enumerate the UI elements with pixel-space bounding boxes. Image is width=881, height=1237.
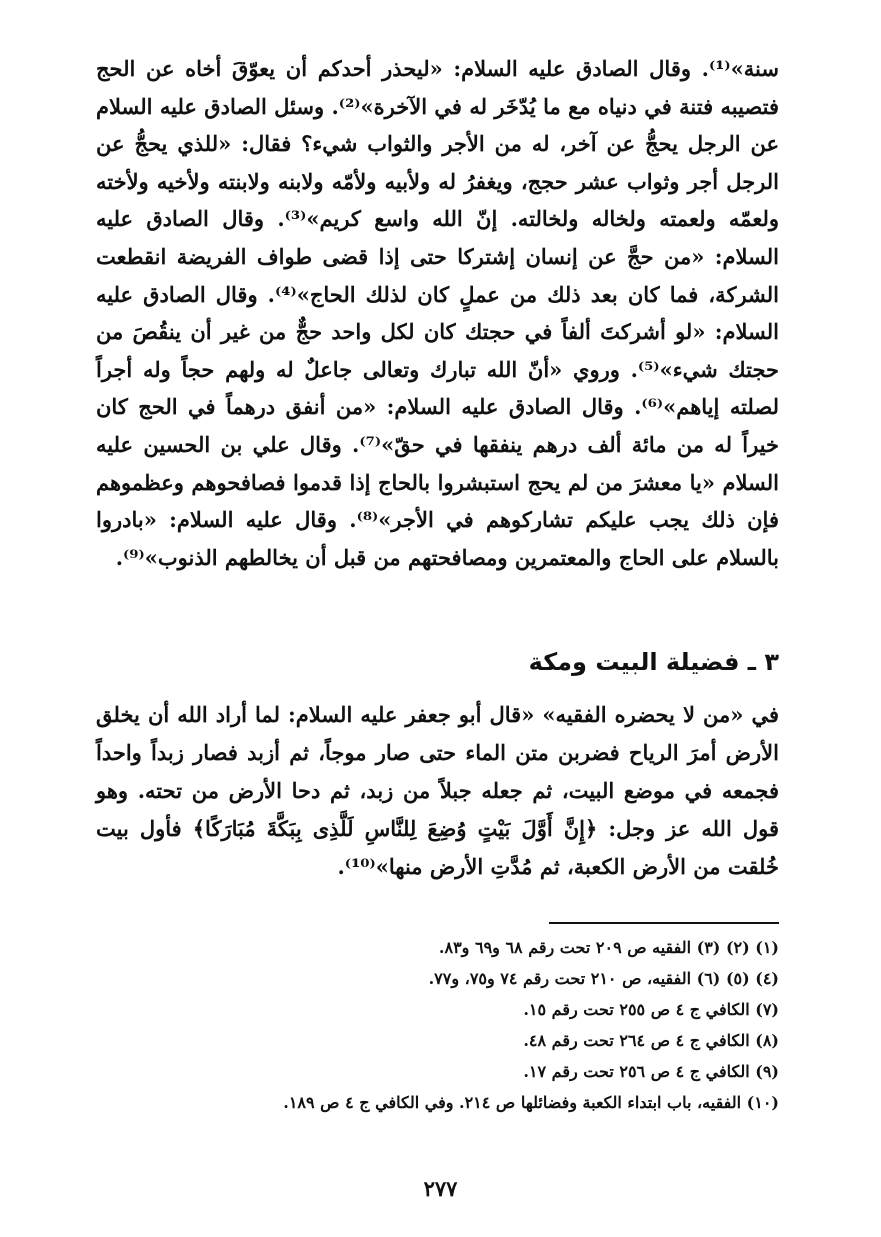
footnote-10: (١٠) الفقيه، باب ابتداء الكعبة وفضائلها ص ٢١٤. وفي الكافي ج ٤ ص ١٨٩. — [283, 1093, 779, 1112]
footnote-9: (٩) الكافي ج ٤ ص ٢٥٦ تحت رقم ١٧. — [523, 1062, 779, 1081]
main-text-block — [96, 50, 779, 576]
page-number: ٢٧٧ — [423, 1176, 458, 1201]
footnote-1-3: (١) (٢) (٣) الفقيه ص ٢٠٩ تحت رقم ٦٨ و٦٩ و٨٣. — [438, 938, 779, 957]
section-text-block — [96, 696, 779, 886]
footnotes — [96, 932, 779, 1118]
footnote-8: (٨) الكافي ج ٤ ص ٢٦٤ تحت رقم ٤٨. — [523, 1031, 779, 1050]
footnote-divider — [549, 922, 779, 924]
footnote-4-6: (٤) (٥) (٦) الفقيه، ص ٢١٠ تحت رقم ٧٤ و٧٥، و٧٧. — [428, 969, 779, 988]
section-paragraph: في «من لا يحضره الفقيه» «قال أبو جعفر عليه السلام: لما أراد الله أن يخلق الأرض أمرَ الرياح فضربن متن الماء حتى صار موجاً، ثم أزبد فصار زبداً واحداً فجمعه في موضع البيت، ثم جعله جبلاً من زبد، ثم دحا الأرض من تحته. وهو قول الله عز وجل: ﴿إِنَّ أَوَّلَ بَيْتٍ وُضِعَ لِلنَّاسِ لَلَّذِى بِبَكَّةَ مُبَارَكًا﴾ فأول بيت خُلقت من الأرض الكعبة، ثم مُدَّتِ الأرض منها»⁽¹⁰⁾. — [96, 702, 779, 879]
main-paragraph: سنة»⁽¹⁾. وقال الصادق عليه السلام: «ليحذر أحدكم أن يعوّقَ أخاه عن الحج فتصيبه فتنة في دنياه مع ما يُدّخَر له في الآخرة»⁽²⁾. وسئل الصادق عليه السلام عن الرجل يحجُّ عن آخر، له من الأجر والثواب شيء؟ فقال: «للذي يحجُّ عن الرجل أجر وثواب عشر حجج، ويغفرُ له ولأبيه ولأمّه ولابنه ولابنته ولأخيه ولأخته ولعمّه ولعمته ولخاله ولخالته. إنّ الله واسع كريم»⁽³⁾. وقال الصادق عليه السلام: «من حجَّ عن إنسان إشتركا حتى إذا قضى طواف الفريضة انقطعت الشركة، فما كان بعد ذلك من عملٍ كان لذلك الحاج»⁽⁴⁾. وقال الصادق عليه السلام: «لو أشركتَ ألفاً في حجتك كان لكل واحد حجٌّ من غير أن ينقُصَ من حجتك شيء»⁽⁵⁾. وروي «أنّ الله تبارك وتعالى جاعلٌ له ولهم حجاً وله أجراً لصلته إياهم»⁽⁶⁾. وقال الصادق عليه السلام: «من أنفق درهماً في الحج كان خيراً له من مائة ألف درهم ينفقها في حقّ»⁽⁷⁾. وقال علي بن الحسين عليه السلام «يا معشرَ من لم يحج استبشروا بالحاج إذا قدموا فصافحوهم وعظموهم فإن ذلك يجب عليكم تشاركوهم في الأجر»⁽⁸⁾. وقال عليه السلام: «بادروا بالسلام على الحاج والمعتمرين ومصافحتهم من قبل أن يخالطهم الذنوب»⁽⁹⁾. — [96, 56, 780, 570]
section-heading: ٣ ـ فضيلة البيت ومكة — [528, 648, 779, 676]
footnote-7: (٧) الكافي ج ٤ ص ٢٥٥ تحت رقم ١٥. — [523, 1000, 779, 1019]
